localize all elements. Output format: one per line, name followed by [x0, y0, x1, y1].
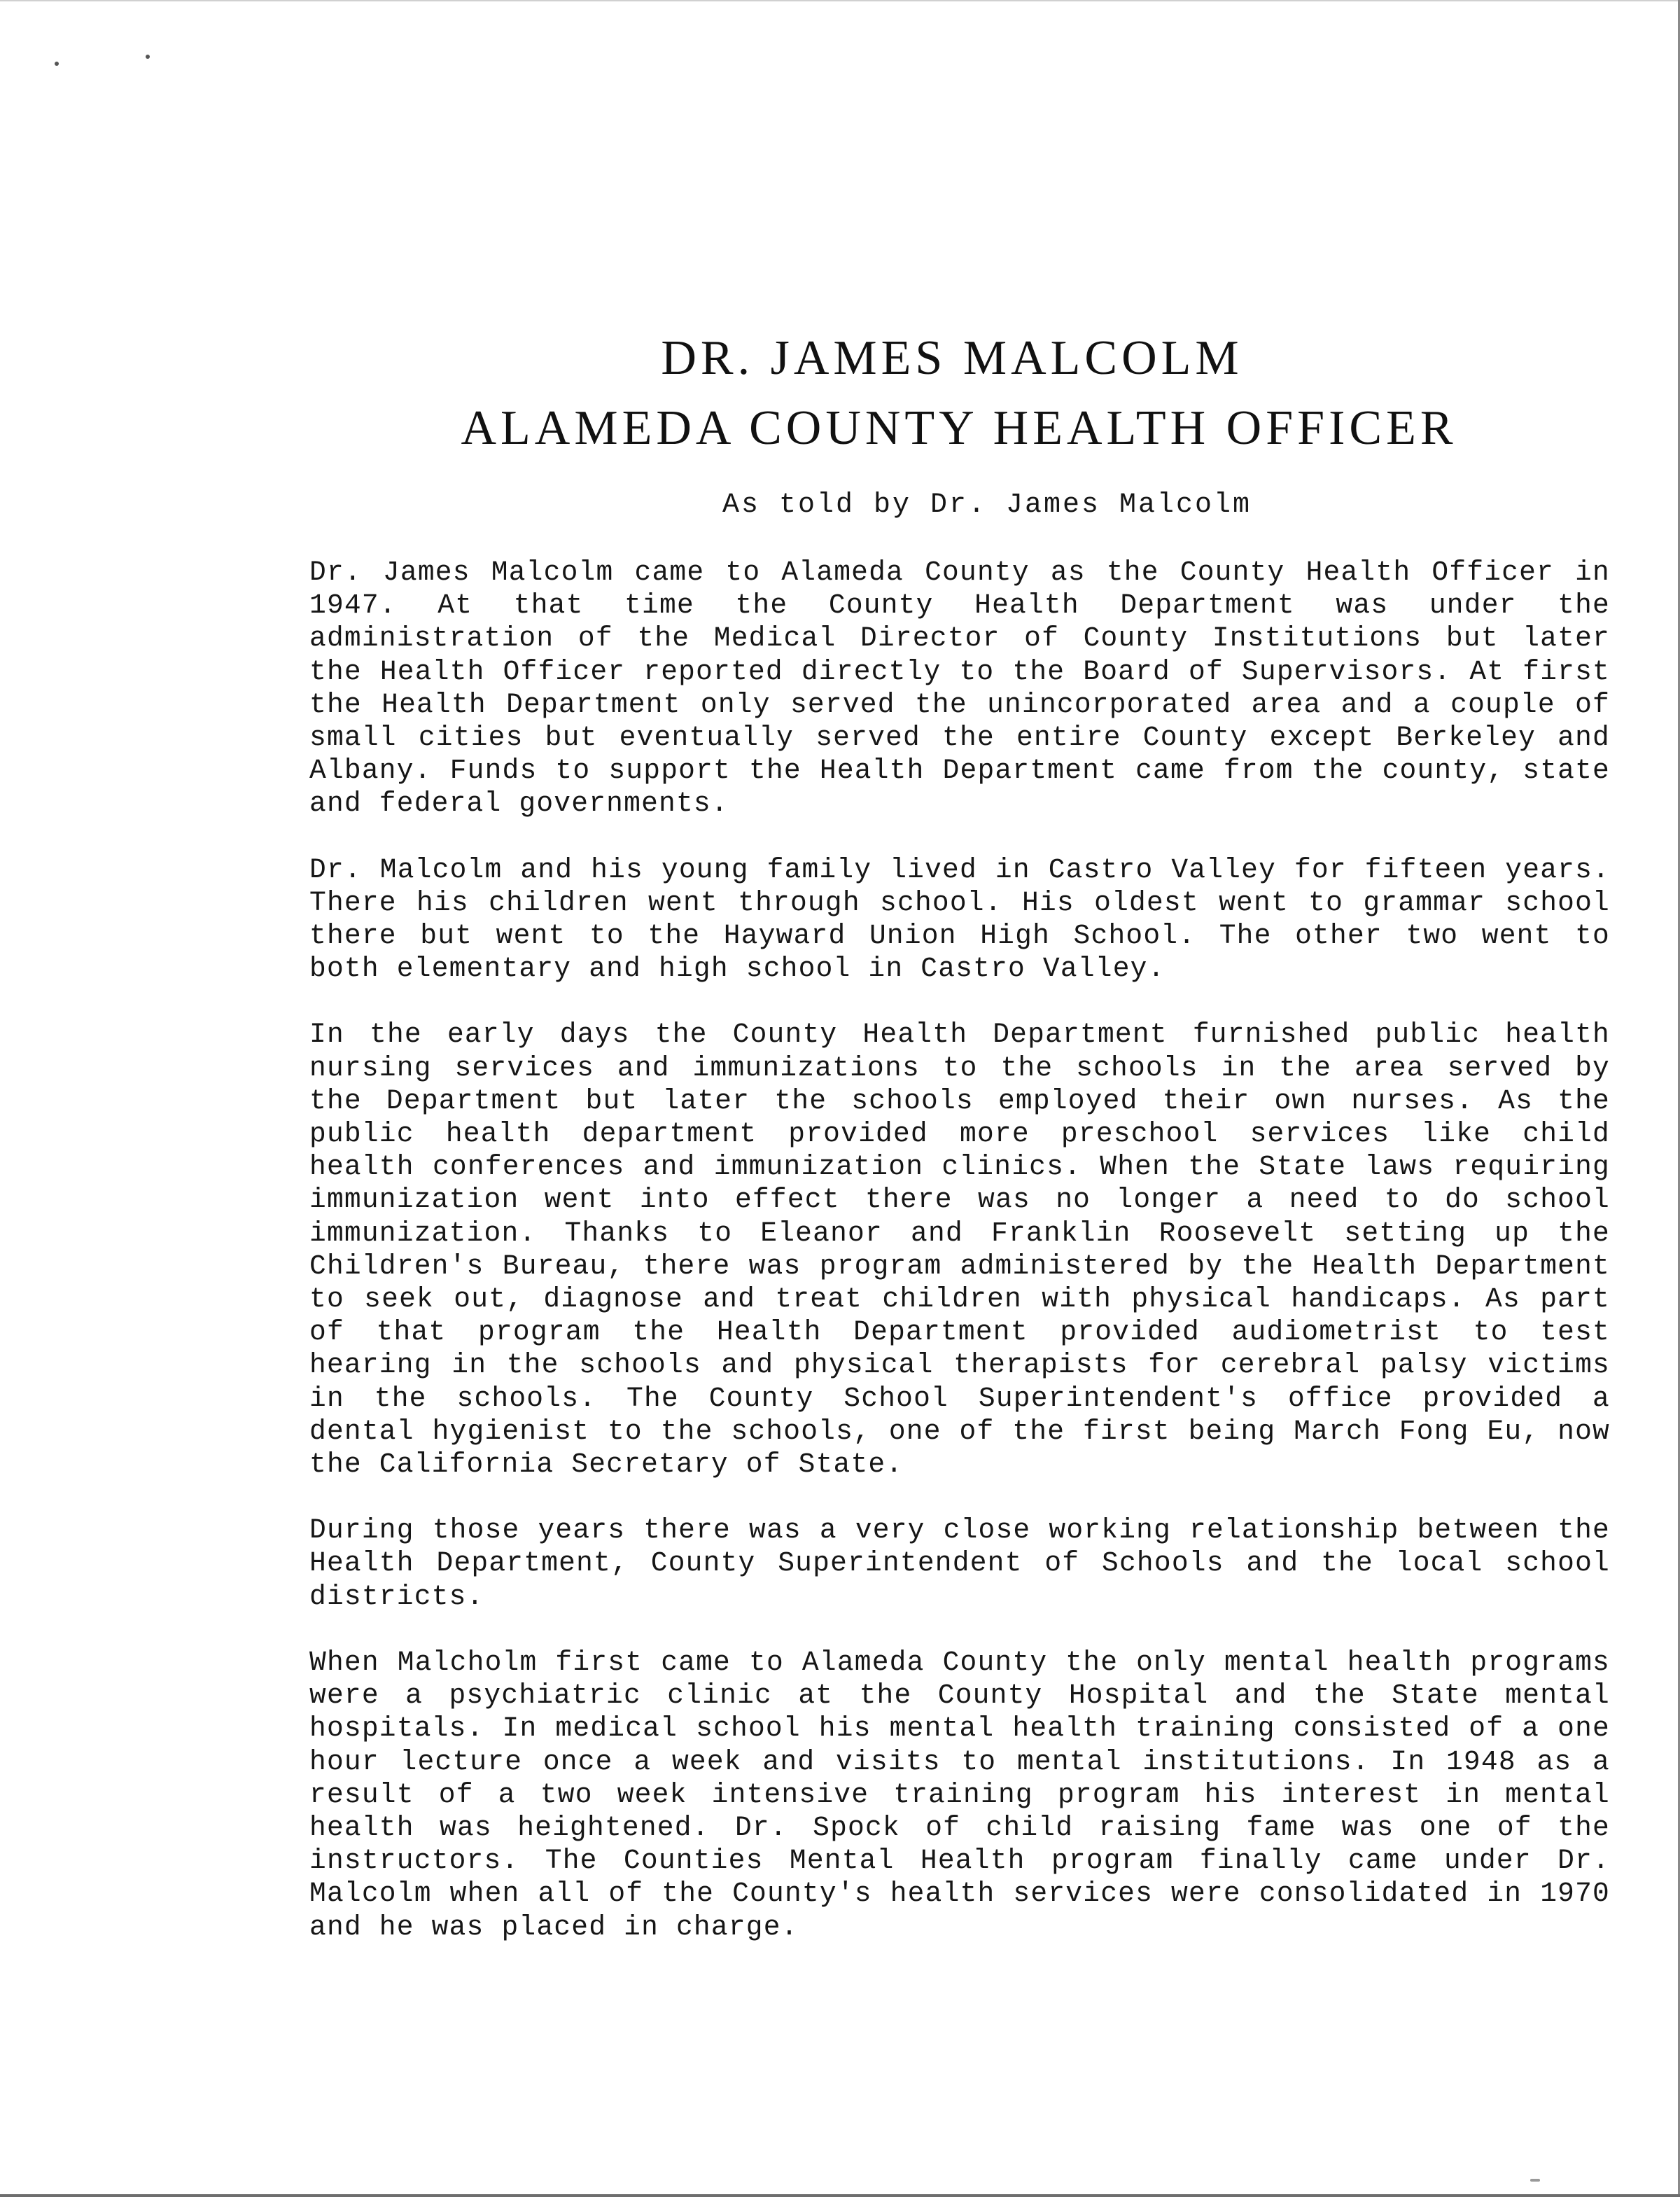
page-bottom-edge	[0, 2194, 1680, 2197]
paragraph-arrival: Dr. James Malcolm came to Alameda County as the County Health Officer in 1947. At that time the County Health Department was under the administration of the Medical Director of County Institutions but later the Health Officer reported directly to the Board of Supervisors. At first the Health Department only served the unincorporated area and a couple of small cities but eventually served the entire County except Berkeley and Albany. Funds to support the Health Department came from the county, state and federal governments.	[309, 557, 1610, 820]
page-top-edge	[0, 0, 1680, 1]
paragraph-family: Dr. Malcolm and his young family lived in Castro Valley for fifteen years. There his children went through school. His oldest went to grammar school there but went to the Hayward Union High School. The other two went to both elementary and high school in Castro Valley.	[309, 853, 1610, 985]
title-line-position: ALAMEDA COUNTY HEALTH OFFICER	[461, 401, 1457, 455]
paragraph-school-services: In the early days the County Health Department furnished public health nursing services and immunizations to the schools in the area served by the Department but later the schools employed their own nurses. As the public health department provided more preschool services like child health conferences and immunization clinics. When the State laws requiring immunization went into effect there was no longer a need to do school immunization. Thanks to Eleanor and Franklin Roosevelt setting up the Children's Bureau, there was program administered by the Health Department to seek out, diagnose and treat children with physical handicaps. As part of that program the Health Department provided audiometrist to test hearing in the schools and physical therapists for cerebral palsy victims in the schools. The County School Superintendent's office provided a dental hygienist to the schools, one of the first being March Fong Eu, now the California Secretary of State.	[309, 1019, 1610, 1481]
scan-speck	[146, 55, 150, 59]
paragraph-relationship: During those years there was a very close working relationship between the Health Department, County Superintendent of Schools and the local school districts.	[309, 1514, 1610, 1612]
title-line-name: DR. JAMES MALCOLM	[661, 331, 1243, 385]
scan-speck	[1530, 2179, 1540, 2182]
scan-speck	[55, 62, 59, 66]
paragraph-mental-health: When Malcholm first came to Alameda County the only mental health programs were a psychiatric clinic at the County Hospital and the State mental hospitals. In medical school his mental health training consisted of a one hour lecture once a week and visits to mental institutions. In 1948 as a result of a two week intensive training program his interest in mental health was heightened. Dr. Spock of child raising fame was one of the instructors. The Counties Mental Health program finally came under Dr. Malcolm when all of the County's health services were consolidated in 1970 and he was placed in charge.	[309, 1646, 1610, 1943]
byline: As told by Dr. James Malcolm	[722, 489, 1252, 521]
document-body	[309, 556, 1610, 1976]
document-title	[308, 323, 1610, 463]
